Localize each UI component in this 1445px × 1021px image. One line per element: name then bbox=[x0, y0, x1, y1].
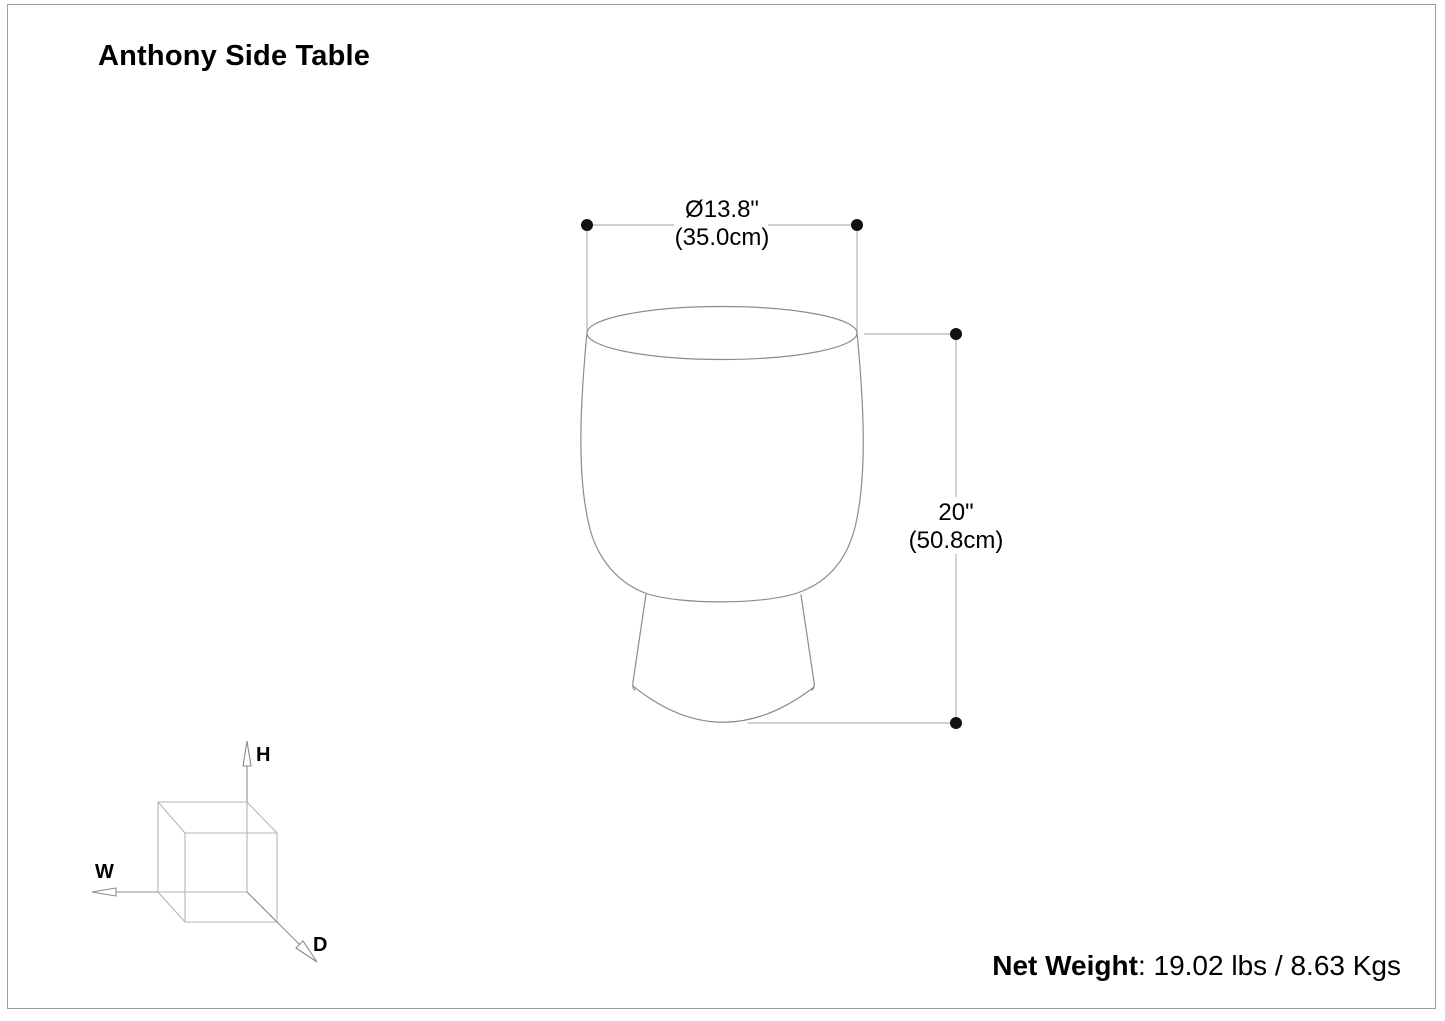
diameter-dot-right bbox=[851, 219, 863, 231]
cube-back-face bbox=[158, 802, 247, 892]
net-weight-label: Net Weight bbox=[992, 950, 1138, 981]
w-axis-arrowhead-icon bbox=[92, 888, 116, 896]
height-dimension-label bbox=[909, 499, 1004, 555]
side-table-outline bbox=[581, 307, 863, 723]
diameter-dimension-label bbox=[675, 196, 770, 252]
page-title: Anthony Side Table bbox=[98, 40, 371, 72]
diameter-value-cm: (35.0cm) bbox=[674, 224, 770, 251]
height-dot-bottom bbox=[950, 717, 962, 729]
dimension-dots bbox=[581, 219, 962, 729]
cube-edge-top-right bbox=[247, 802, 277, 833]
h-axis-arrowhead-icon bbox=[243, 741, 251, 766]
pedestal-right-edge bbox=[801, 595, 814, 690]
height-dot-top bbox=[950, 328, 962, 340]
diameter-dot-left bbox=[581, 219, 593, 231]
cube-edge-top-left bbox=[158, 802, 185, 833]
height-value-cm: (50.8cm) bbox=[908, 527, 1004, 554]
pedestal-bottom-arc bbox=[633, 686, 814, 722]
axis-label-width: W bbox=[95, 861, 114, 883]
axis-orientation-icon bbox=[92, 741, 317, 962]
axis-label-depth: D bbox=[313, 934, 328, 956]
net-weight-line bbox=[992, 950, 1401, 982]
table-body-outline bbox=[581, 333, 863, 602]
axis-label-height: H bbox=[256, 744, 271, 766]
d-axis-arrow-line bbox=[247, 892, 300, 945]
height-value-inches: 20" bbox=[938, 499, 974, 526]
pedestal-left-edge bbox=[633, 594, 646, 690]
net-weight-value: : 19.02 lbs / 8.63 Kgs bbox=[1137, 950, 1401, 981]
axis-arrows bbox=[92, 741, 317, 962]
table-top-ellipse bbox=[587, 307, 857, 360]
diameter-value-inches: Ø13.8" bbox=[685, 196, 759, 223]
cube-edge-bottom-left bbox=[158, 892, 185, 922]
dimension-lines bbox=[587, 225, 956, 723]
